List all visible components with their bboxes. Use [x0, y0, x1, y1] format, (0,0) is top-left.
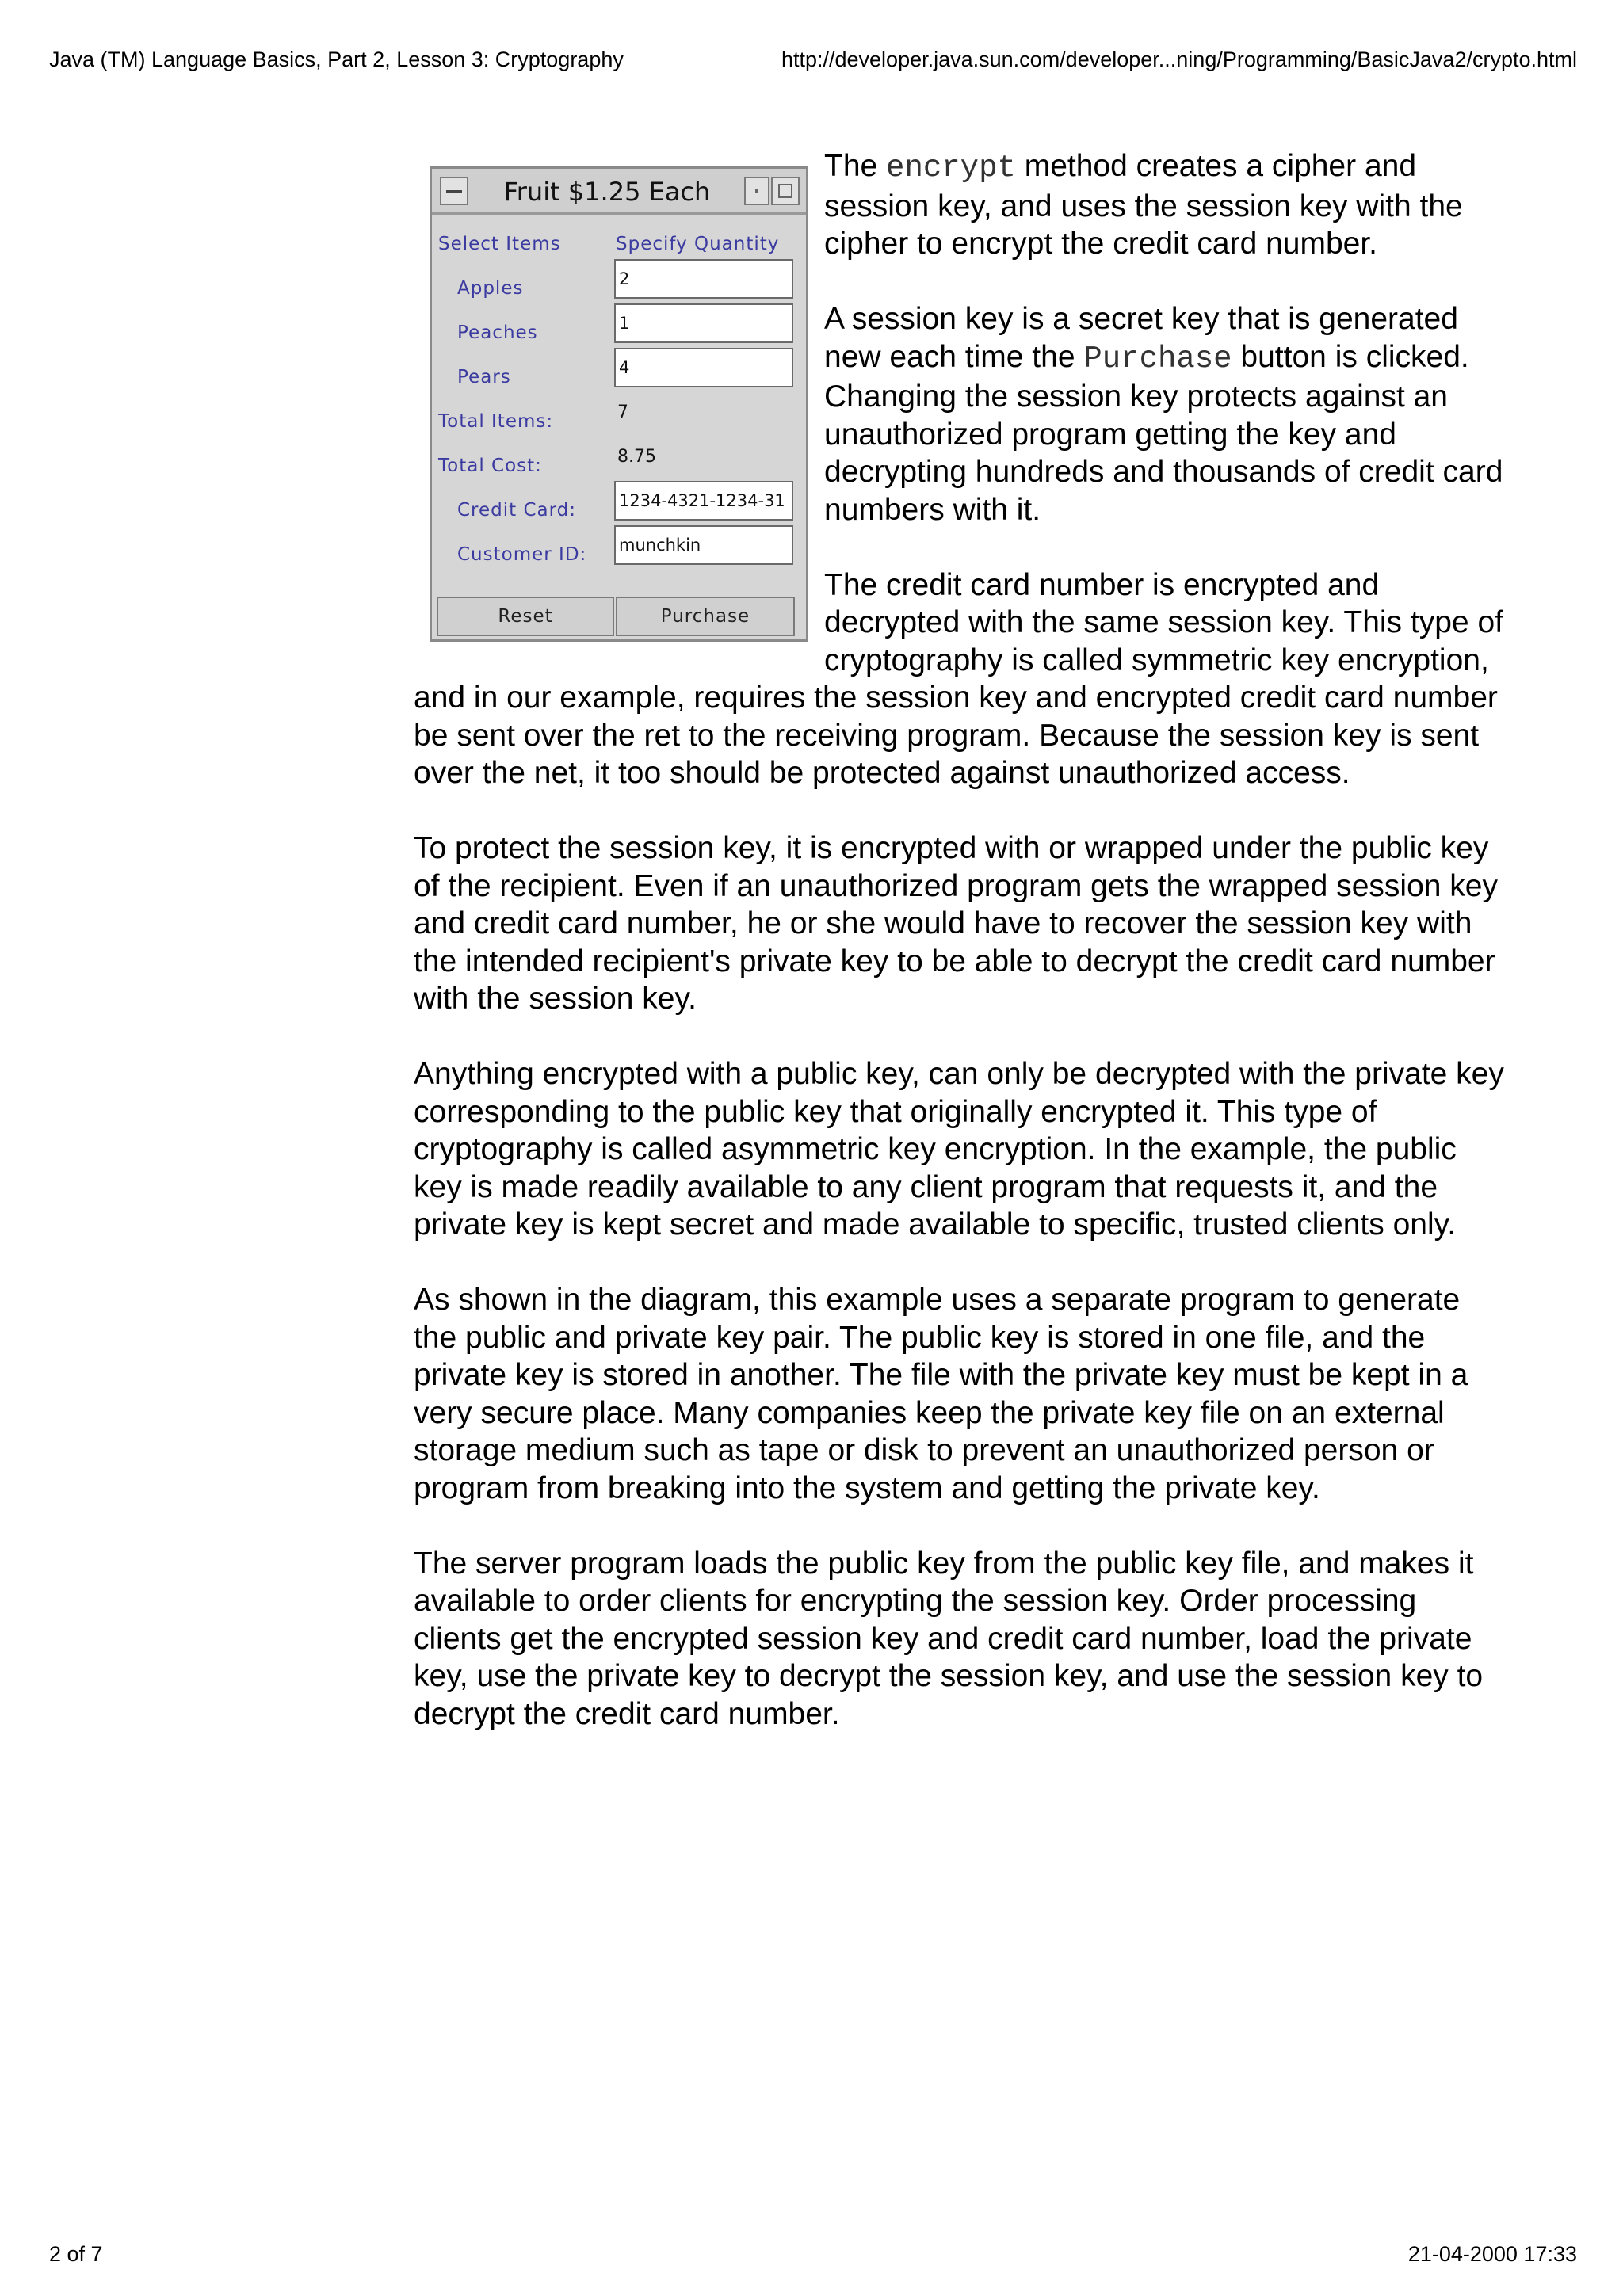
window-menu-button[interactable]: [440, 177, 468, 205]
total-cost-label: Total Cost:: [438, 456, 542, 476]
paragraph-encrypt-method: The encrypt method creates a cipher and session key, and uses the session key with the cipher to encrypt the credit card number.: [824, 149, 1463, 261]
total-items-label: Total Items:: [438, 411, 554, 432]
total-items-value: 7: [617, 402, 628, 422]
minimize-button[interactable]: [744, 177, 769, 205]
purchase-button[interactable]: Purchase: [616, 597, 795, 636]
customer-id-input[interactable]: munchkin: [614, 525, 793, 565]
credit-card-input[interactable]: 1234-4321-1234-31: [614, 481, 793, 521]
applet-title: Fruit $1.25 Each: [503, 177, 711, 207]
select-items-header: Select Items: [438, 234, 561, 254]
article-content: [414, 147, 1507, 1771]
customer-id-label: Customer ID:: [457, 544, 587, 565]
paragraph-server-program: The server program loads the public key from the public key file, and makes it available to order clients for encrypting the session key. Order processing clients get the encrypted session key and credit card number, load the private key, use the private key to decrypt the session key, and use the session key to decrypt the credit card number.: [414, 1546, 1484, 1731]
pears-quantity-input[interactable]: 4: [614, 348, 793, 387]
maximize-button[interactable]: [771, 177, 800, 205]
print-datetime: 21-04-2000 17:33: [1407, 2242, 1577, 2266]
credit-card-label: Credit Card:: [457, 500, 577, 521]
paragraph-key-pair: As shown in the diagram, this example uses a separate program to generate the public and private key pair. The public key is stored in one file, and the private key is stored in another. The file with the private key must be kept in a very secure place. Many companies keep the private key file on an external storage medium such as tape or disk to prevent an unauthorized person or program from breaking into the system and getting the private key.: [414, 1283, 1468, 1505]
specify-quantity-header: Specify Quantity: [616, 234, 780, 254]
paragraph-asymmetric-key: Anything encrypted with a public key, can only be decrypted with the private key corresponding to the public key that originally encrypted it. This type of cryptography is called asymmetric key encryption. In the example, the public key is made readily available to any client program that requests it, and the private key is kept secret and made available to specific, trusted clients only.: [414, 1057, 1504, 1241]
page-number: 2 of 7: [49, 2242, 103, 2266]
page-header-title: Java (TM) Language Basics, Part 2, Lesson 3: Cryptography: [49, 48, 624, 71]
total-cost-value: 8.75: [617, 447, 656, 467]
pears-label: Pears: [457, 367, 511, 387]
page-header-url: http://developer.java.sun.com/developer...ning/Programming/BasicJava2/crypto.html: [781, 48, 1577, 71]
reset-button[interactable]: Reset: [437, 597, 614, 636]
peaches-label: Peaches: [457, 322, 538, 343]
paragraph-symmetric-key: The credit card number is encrypted and decrypted with the same session key. This type of cryptography is called symmetric key encryption, and in our example, requires the session key and encrypted credit card number be sent over the ret to the receiving program. Because the session key is sent over the net, it too should be protected against unauthorized access.: [414, 567, 1503, 790]
paragraph-session-key: A session key is a secret key that is generated new each time the Purchase button is clicked. Changing the session key protects against an unauthorized program getting the key and decrypting hundreds and thousands of credit card numbers with it.: [824, 302, 1503, 527]
code-purchase: Purchase: [1083, 341, 1232, 376]
applet-titlebar: [432, 169, 806, 215]
code-encrypt: encrypt: [886, 151, 1016, 185]
paragraph-wrapped-key: To protect the session key, it is encrypted with or wrapped under the public key of the recipient. Even if an unauthorized program gets the wrapped session key and credit card number, he or she would have to recover the session key with the intended recipient's private key to be able to decrypt the credit card number with the session key.: [414, 831, 1498, 1016]
apples-quantity-input[interactable]: 2: [614, 259, 793, 299]
fruit-applet-window: [430, 166, 808, 642]
peaches-quantity-input[interactable]: 1: [614, 303, 793, 343]
apples-label: Apples: [457, 278, 524, 299]
